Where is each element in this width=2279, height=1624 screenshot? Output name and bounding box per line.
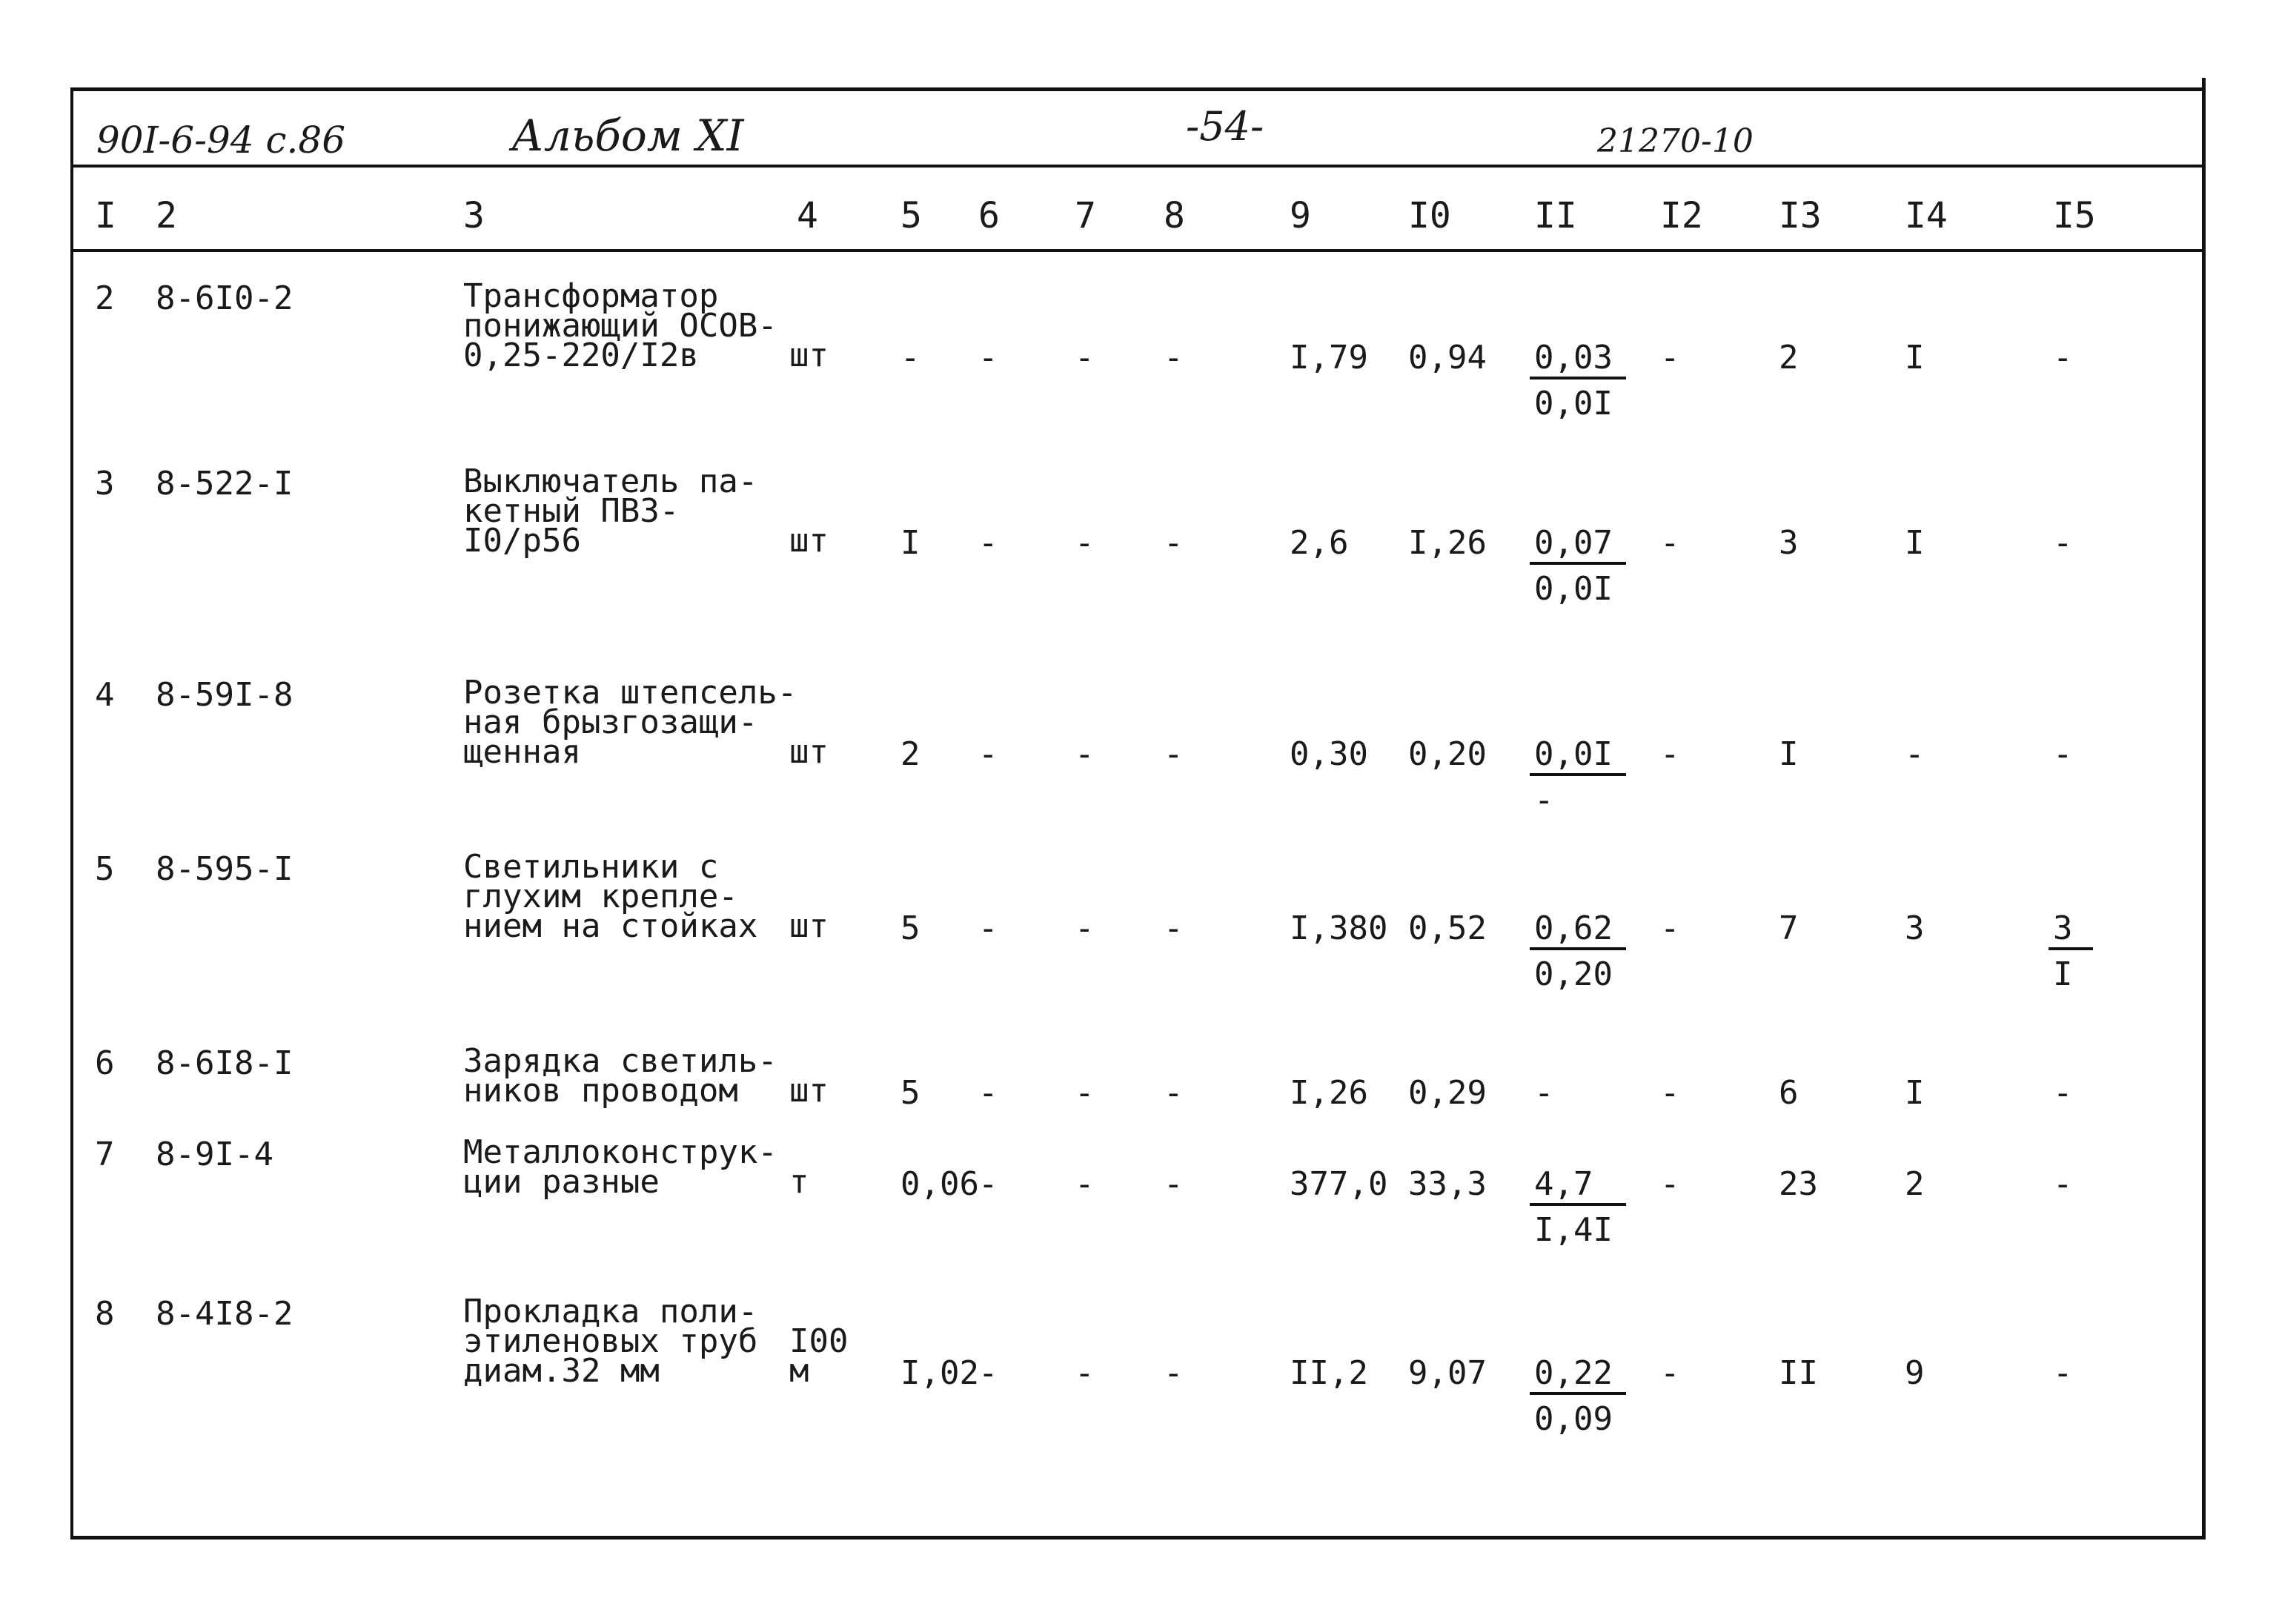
col15-top-value: - [2053,1354,2073,1392]
col7-value: - [1075,909,1095,947]
col15-fraction-bar [2049,947,2093,950]
col8-value: - [1164,1074,1184,1112]
col11-fraction-bar [1530,1203,1626,1206]
row-name: Зарядка светиль- ников проводом [463,1042,777,1110]
col5-value: 5 [900,1074,920,1112]
col5-value: 2 [900,735,920,773]
col13-value: 7 [1779,909,1799,947]
col5-value: 5 [900,909,920,947]
col12-value: - [1660,909,1680,947]
col6-value: - [978,1074,998,1112]
col15-top-value: - [2053,339,2073,377]
col10-value: 0,29 [1408,1074,1487,1112]
col13-value: 6 [1779,1074,1799,1112]
col10-value: 0,52 [1408,909,1487,947]
column-number-1: I [95,195,116,236]
row-name: Светильники с глухим крепле- нием на стойках [463,848,758,945]
row-unit: шт [789,522,829,560]
col7-value: - [1075,1354,1095,1392]
row-unit: I00 м [789,1322,849,1390]
col11-bottom-value: 0,0I [1534,570,1613,608]
row-code: 8-4I8-2 [156,1295,293,1333]
col15-top-value: - [2053,524,2073,562]
col6-value: - [978,735,998,773]
document-number: 21270-10 [1597,122,1754,160]
col12-value: - [1660,524,1680,562]
col15-bottom-value: I [2053,955,2073,993]
row-name: Розетка штепсель- ная брызгозащи- щенная [463,674,797,771]
col7-value: - [1075,1074,1095,1112]
col12-value: - [1660,1074,1680,1112]
frame-top-line [70,87,2205,91]
col11-bottom-value: - [1534,781,1554,819]
row-unit: шт [789,733,829,771]
album-label: Альбом XI [511,110,744,161]
col8-value: - [1164,735,1184,773]
col11-top-value: 4,7 [1534,1165,1593,1203]
col11-bottom-value: 0,20 [1534,955,1613,993]
column-number-13: I3 [1779,195,1822,236]
column-number-7: 7 [1075,195,1096,236]
row-code: 8-522-I [156,465,293,503]
col6-value: - [978,909,998,947]
col13-value: 3 [1779,524,1799,562]
header-separator-line [70,165,2205,168]
row-unit: шт [789,907,829,945]
col10-value: I,26 [1408,524,1487,562]
col10-value: 0,20 [1408,735,1487,773]
col11-top-value: 0,22 [1534,1354,1613,1392]
row-unit: шт [789,337,829,374]
col15-top-value: - [2053,735,2073,773]
doc-code: 90I-6-94 с.86 [96,119,346,162]
col11-top-value: 0,62 [1534,909,1613,947]
col12-value: - [1660,1165,1680,1203]
row-code: 8-6I0-2 [156,279,293,317]
col9-value: II,2 [1290,1354,1368,1392]
col15-top-value: - [2053,1074,2073,1112]
col7-value: - [1075,1165,1095,1203]
col7-value: - [1075,339,1095,377]
col14-value: I [1905,1074,1925,1112]
col13-value: 23 [1779,1165,1818,1203]
col11-fraction-bar [1530,1392,1626,1395]
column-number-4: 4 [797,195,818,236]
col8-value: - [1164,909,1184,947]
col14-value: 9 [1905,1354,1925,1392]
col5-value: - [900,339,920,377]
col12-value: - [1660,735,1680,773]
column-number-9: 9 [1290,195,1311,236]
column-number-8: 8 [1164,195,1185,236]
column-number-3: 3 [463,195,485,236]
row-name: Металлоконструк- ции разные [463,1133,777,1201]
column-header-separator-line [70,249,2205,252]
col11-top-value: 0,0I [1534,735,1613,773]
row-code: 8-595-I [156,850,293,888]
col14-value: 3 [1905,909,1925,947]
row-number: 8 [95,1295,115,1333]
row-number: 5 [95,850,115,888]
col13-value: I [1779,735,1799,773]
col9-value: I,380 [1290,909,1388,947]
column-number-11: II [1534,195,1577,236]
col14-value: I [1905,339,1925,377]
row-unit: т [789,1163,809,1201]
col11-fraction-bar [1530,947,1626,950]
col11-bottom-value: I,4I [1534,1211,1613,1249]
col14-value: 2 [1905,1165,1925,1203]
col12-value: - [1660,339,1680,377]
row-number: 2 [95,279,115,317]
col8-value: - [1164,524,1184,562]
col13-value: 2 [1779,339,1799,377]
column-number-15: I5 [2053,195,2096,236]
col8-value: - [1164,1165,1184,1203]
column-number-10: I0 [1408,195,1451,236]
col15-top-value: 3 [2053,909,2073,947]
col11-top-value: - [1534,1074,1554,1112]
col5-value: I [900,524,920,562]
col6-value: - [978,1354,998,1392]
row-number: 3 [95,465,115,503]
col9-value: I,79 [1290,339,1368,377]
col9-value: 0,30 [1290,735,1368,773]
column-number-6: 6 [978,195,1000,236]
col12-value: - [1660,1354,1680,1392]
col8-value: - [1164,1354,1184,1392]
frame-bottom-line [70,1536,2205,1540]
page-number: -54- [1186,103,1264,150]
col11-top-value: 0,07 [1534,524,1613,562]
col5-value: I,02 [900,1354,979,1392]
col11-top-value: 0,03 [1534,339,1613,377]
row-code: 8-59I-8 [156,676,293,714]
col11-fraction-bar [1530,562,1626,565]
col6-value: - [978,1165,998,1203]
col8-value: - [1164,339,1184,377]
col13-value: II [1779,1354,1818,1392]
col5-value: 0,06 [900,1165,979,1203]
col15-top-value: - [2053,1165,2073,1203]
col7-value: - [1075,524,1095,562]
col9-value: 2,6 [1290,524,1349,562]
row-number: 6 [95,1044,115,1082]
col6-value: - [978,339,998,377]
row-name: Трансформатор понижающий ОСОВ- 0,25-220/I2в [463,277,777,374]
col11-bottom-value: 0,0I [1534,385,1613,422]
column-number-5: 5 [900,195,922,236]
col14-value: - [1905,735,1925,773]
col10-value: 33,3 [1408,1165,1487,1203]
row-name: Выключатель па- кетный ПВЗ- I0/р56 [463,463,758,560]
column-number-12: I2 [1660,195,1703,236]
col11-fraction-bar [1530,377,1626,380]
row-number: 4 [95,676,115,714]
row-name: Прокладка поли- этиленовых труб диам.32 мм [463,1293,758,1390]
row-number: 7 [95,1136,115,1173]
row-code: 8-9I-4 [156,1136,273,1173]
col10-value: 9,07 [1408,1354,1487,1392]
col11-fraction-bar [1530,773,1626,776]
col9-value: 377,0 [1290,1165,1388,1203]
col11-bottom-value: 0,09 [1534,1400,1613,1438]
col7-value: - [1075,735,1095,773]
row-code: 8-6I8-I [156,1044,293,1082]
column-number-14: I4 [1905,195,1948,236]
col9-value: I,26 [1290,1074,1368,1112]
frame-right-line [2202,78,2206,1540]
column-number-2: 2 [156,195,177,236]
col14-value: I [1905,524,1925,562]
row-unit: шт [789,1072,829,1110]
frame-left-line [70,87,73,1540]
col6-value: - [978,524,998,562]
col10-value: 0,94 [1408,339,1487,377]
